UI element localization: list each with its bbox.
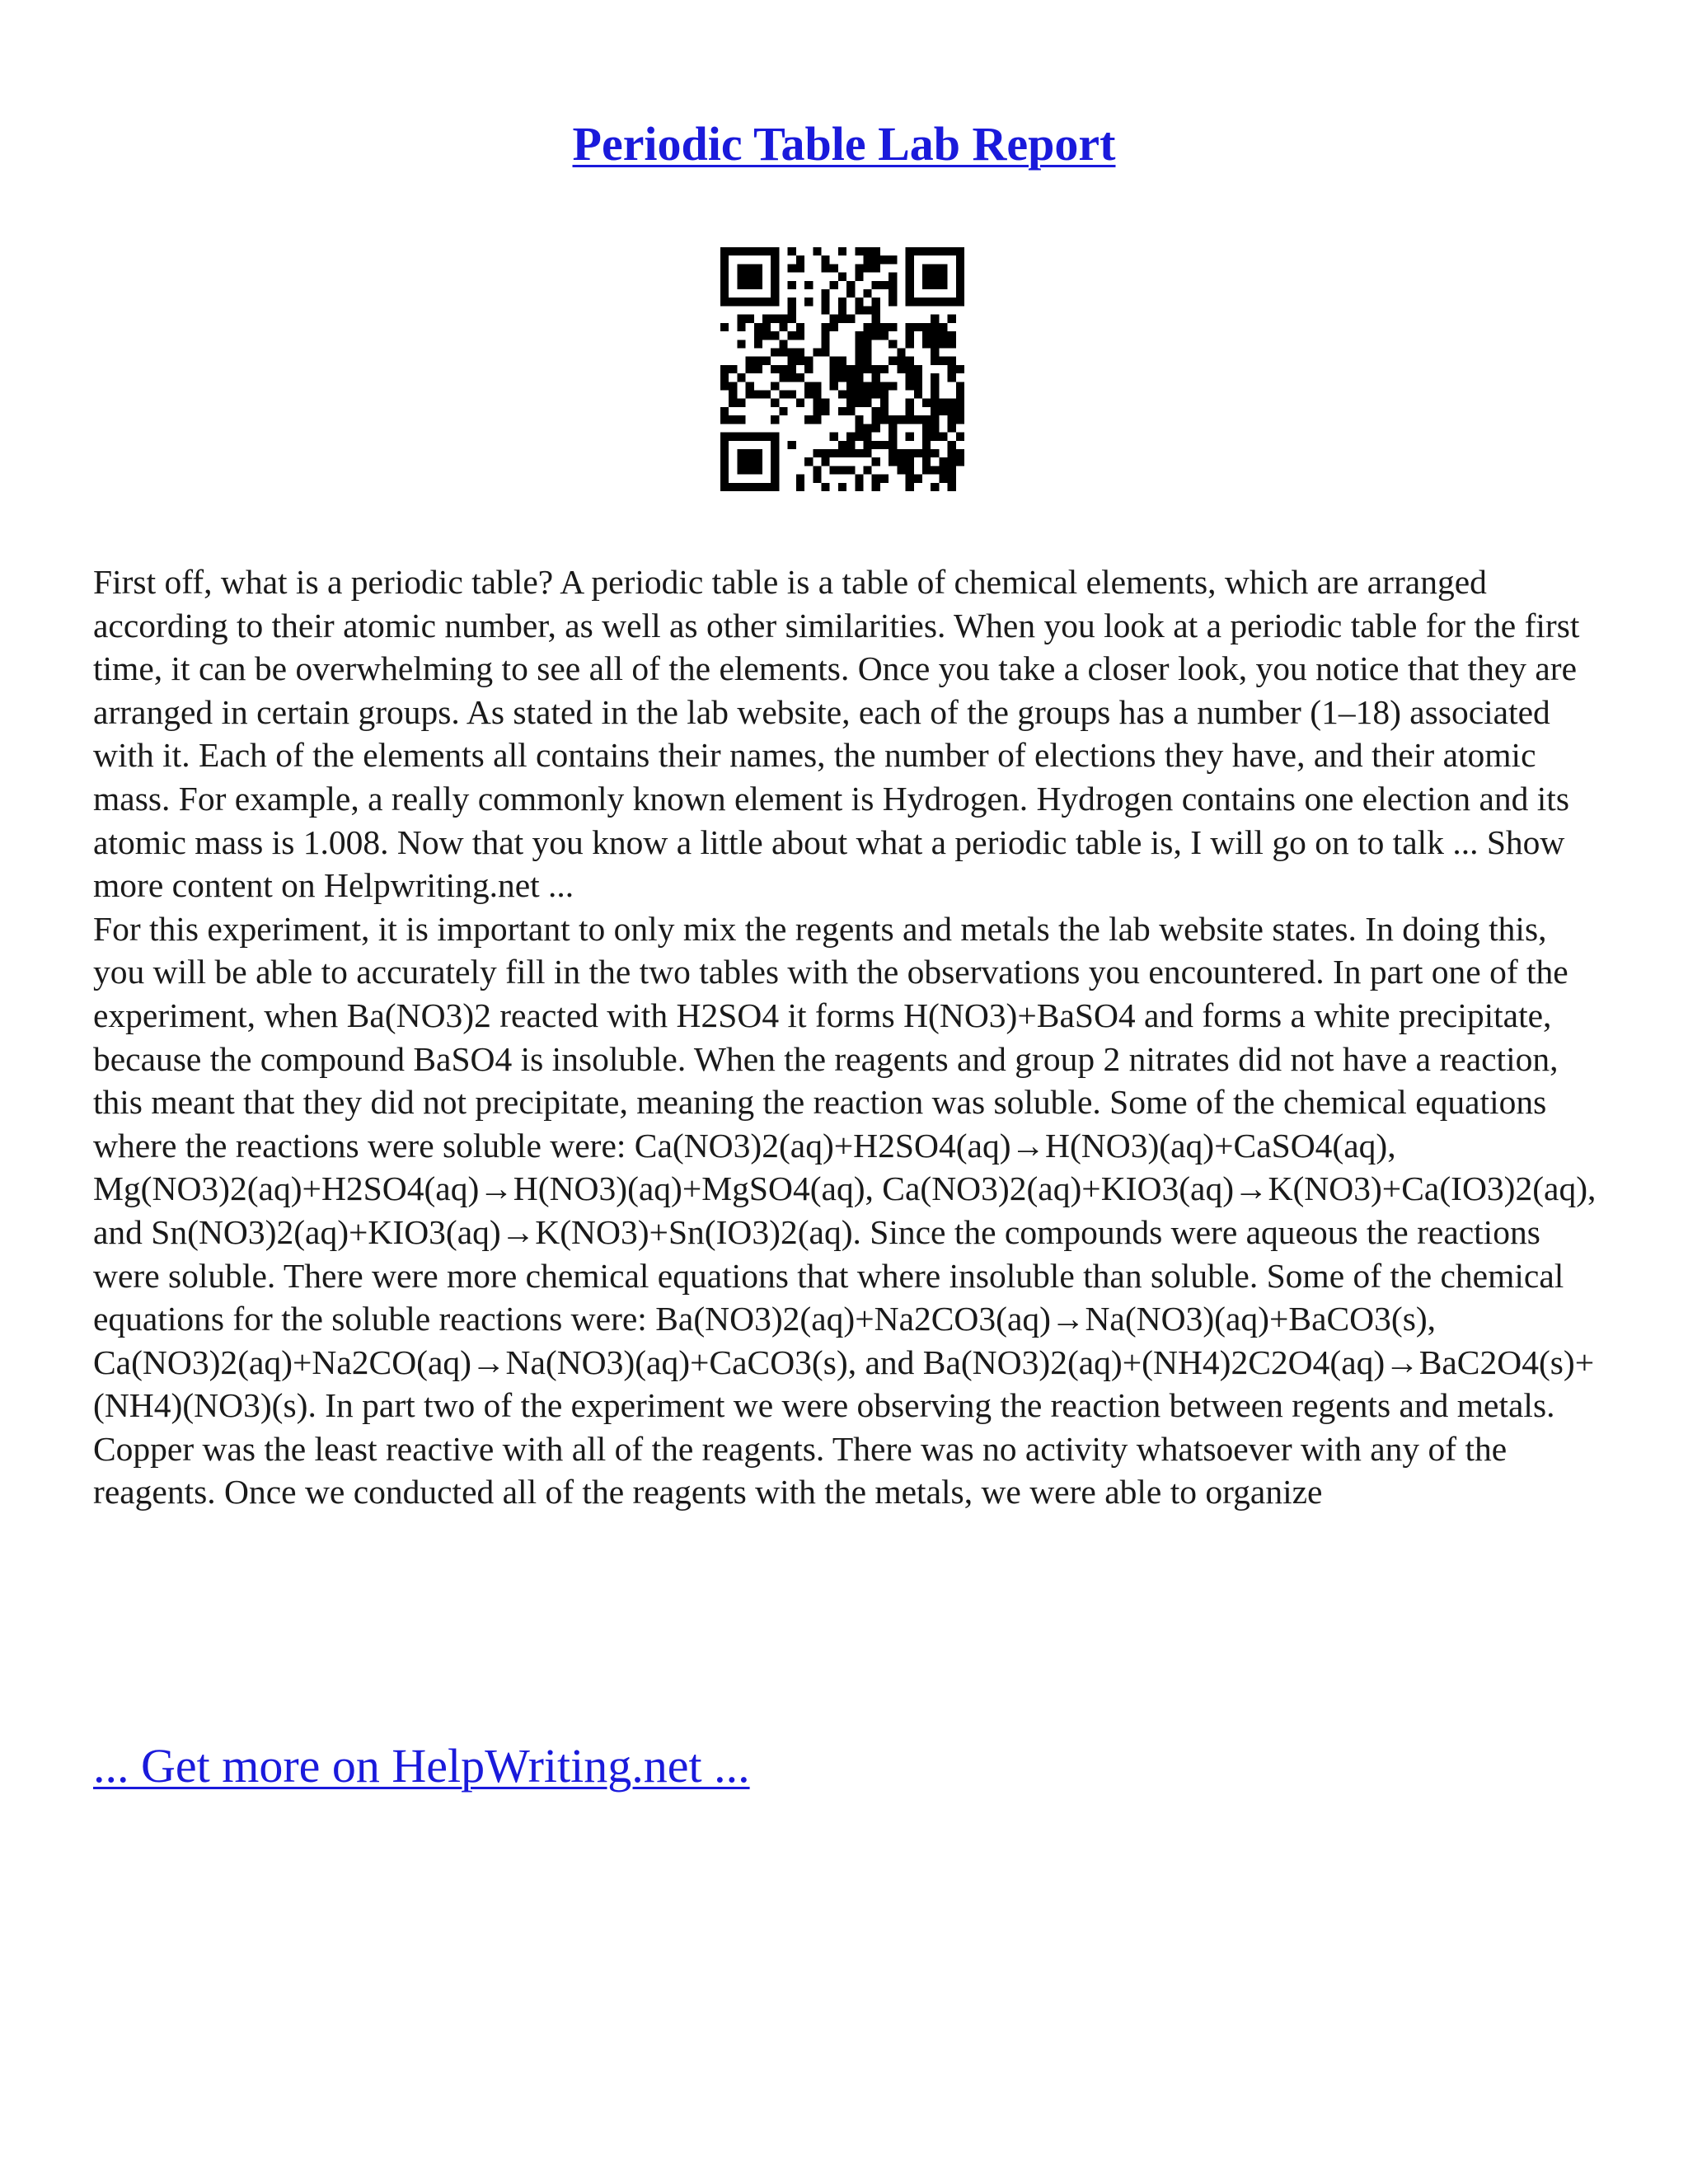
qr-code-icon [720,247,964,491]
more-link-container [93,1737,750,1795]
body-text [93,560,1601,1514]
get-more-link[interactable]: ... Get more on HelpWriting.net ... [93,1739,750,1793]
title-link[interactable]: Periodic Table Lab Report [572,117,1116,171]
paragraph-intro: First off, what is a periodic table? A periodic table is a table of chemical elements, which are arranged according to their atomic number, as well as other similarities. When you look at a periodic table for the first time, it can be overwhelming to see all of the elements. Once you take a closer look, you notice that they are arranged in certain groups. As stated in the lab website, each of the groups has a number (1–18) associated with it. Each of the elements all contains their names, the number of elections they have, and their atomic mass. For example, a really commonly known element is Hydrogen. Hydrogen contains one election and its atomic mass is 1.008. Now that you know a little about what a periodic table is, I will go on to talk ... Show more content on Helpwriting.net ... [93,563,1580,905]
page-title [0,115,1688,173]
paragraph-experiment: For this experiment, it is important to only mix the regents and metals the lab website states. In doing this, you will be able to accurately fill in the two tables with the observations you encountered. In part one of the experiment, when Ba(NO3)2 reacted with H2SO4 it forms H(NO3)+BaSO4 and forms a white precipitate, because the compound BaSO4 is insoluble. When the reagents and group 2 nitrates did not have a reaction, this meant that they did not precipitate, meaning the reaction was soluble. Some of the chemical equations where the reactions were soluble were: Ca(NO3)2(aq)+H2SO4(aq)→H(NO3)(aq)+CaSO4(aq), Mg(NO3)2(aq)+H2SO4(aq)→H(NO3)(aq)+MgSO4(aq), Ca(NO3)2(aq)+KIO3(aq)→K(NO3)+Ca(IO3)2(aq), and Sn(NO3)2(aq)+KIO3(aq)→K(NO3)+Sn(IO3)2(aq). Since the compounds were aqueous the reactions were soluble. There were more chemical equations that where insoluble than soluble. Some of the chemical equations for the soluble reactions were: Ba(NO3)2(aq)+Na2CO3(aq)→Na(NO3)(aq)+BaCO3(s), Ca(NO3)2(aq)+Na2CO(aq)→Na(NO3)(aq)+CaCO3(s), and Ba(NO3)2(aq)+(NH4)2C2O4(aq)→BaC2O4(s)+(NH4)(NO3)(s). In part two of the experiment we were observing the reaction between regents and metals. Copper was the least reactive with all of the reagents. There was no activity whatsoever with any of the reagents. Once we conducted all of the reagents with the metals, we were able to organize [93,909,1597,1511]
